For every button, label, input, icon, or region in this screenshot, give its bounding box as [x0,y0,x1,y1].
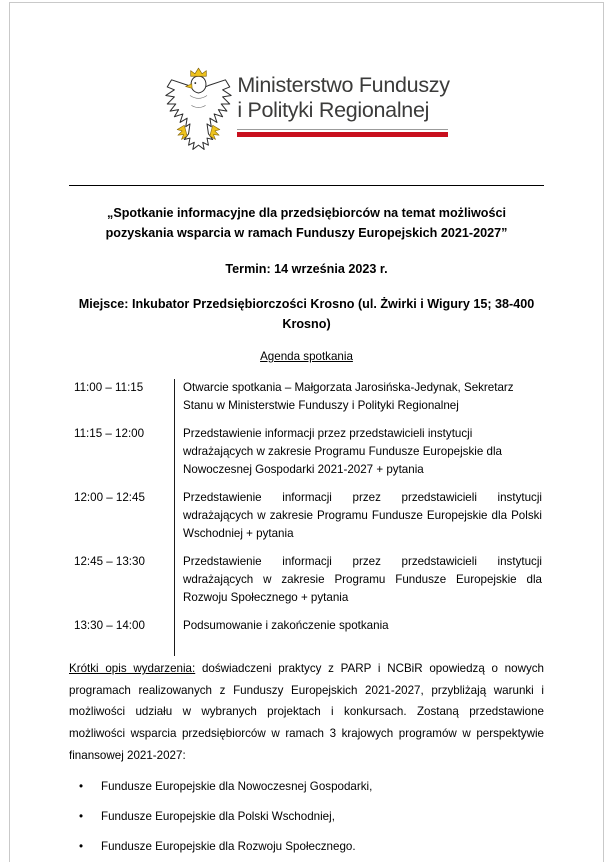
document-page [9,2,604,862]
event-location: Miejsce: Inkubator Przedsiębiorczości Krosno (ul. Żwirki i Wigury 15; 38-400 Krosno) [78,297,535,331]
event-description [69,658,544,767]
agenda-table [69,379,544,656]
agenda-row [69,553,544,617]
document-content [69,185,544,856]
program-name: Fundusze Europejskie dla Nowoczesnej Gospodarki, [101,779,373,793]
header-divider [69,185,544,186]
bullet-icon: • [79,839,84,853]
agenda-time: 13:30 – 14:00 [74,619,145,632]
agenda-row [69,617,544,656]
logo-red-line [237,132,448,137]
agenda-row [69,425,544,489]
list-item [69,778,544,796]
event-title [69,203,544,243]
bullet-icon: • [79,809,84,823]
event-title-line1: „Spotkanie informacyjne dla przedsiębiorców na temat możliwości [107,206,506,220]
agenda-description: Przedstawienie informacji przez przedstawicieli instytucji wdrażających w zakresie Programu Fundusze Europejskie dla Nowoczesnej Gospodarki 2021-2027 + pytania [174,425,544,489]
agenda-row [69,489,544,553]
agenda-time: 12:45 – 13:30 [74,555,145,568]
ministry-logo [10,3,603,160]
ministry-name [237,73,449,137]
event-description-lead: Krótki opis wydarzenia: [69,662,196,675]
agenda-description: Przedstawienie informacji przez przedstawicieli instytucji wdrażających w zakresie Programu Fundusze Europejskie dla Rozwoju Społecznego + pytania [174,553,544,617]
program-list [69,778,544,856]
ministry-name-line2: i Polityki Regionalnej [237,98,430,122]
polish-eagle-icon [163,65,234,160]
agenda-description: Podsumowanie i zakończenie spotkania [174,617,544,656]
event-description-body: doświadczeni praktycy z PARP i NCBiR opowiedzą o nowych programach realizowanych z Funduszy Europejskich 2021-2027, przybliżają warunki i możliwości udziału w wybranych projektach i konkursach. Zostaną przedstawione możliwości wsparcia przedsiębiorców w ramach 3 krajowych programów w perspektywie finansowej 2021-2027: [69,662,544,762]
bullet-icon: • [79,779,84,793]
list-item [69,838,544,856]
agenda-heading: Agenda spotkania [260,350,353,363]
ministry-name-line1: Ministerstwo Funduszy [237,73,450,97]
agenda-time: 11:00 – 11:15 [74,381,144,394]
program-name: Fundusze Europejskie dla Rozwoju Społecznego. [101,839,356,853]
agenda-description: Przedstawienie informacji przez przedstawicieli instytucji wdrażających w zakresie Programu Fundusze Europejskie dla Polski Wschodniej + pytania [174,489,544,553]
logo-flag-underline [237,129,448,137]
event-title-line2: pozyskania wsparcia w ramach Funduszy Europejskich 2021-2027” [105,226,508,240]
program-name: Fundusze Europejskie dla Polski Wschodniej, [101,809,335,823]
agenda-time: 11:15 – 12:00 [74,427,145,440]
agenda-description: Otwarcie spotkania – Małgorzata Jarosińska-Jedynak, Sekretarz Stanu w Ministerstwie Funduszy i Polityki Regionalnej [174,379,544,425]
event-date: Termin: 14 września 2023 r. [225,262,388,276]
list-item [69,808,544,826]
logo-gray-line [237,129,448,130]
agenda-row [69,379,544,425]
agenda-time: 12:00 – 12:45 [74,491,145,504]
